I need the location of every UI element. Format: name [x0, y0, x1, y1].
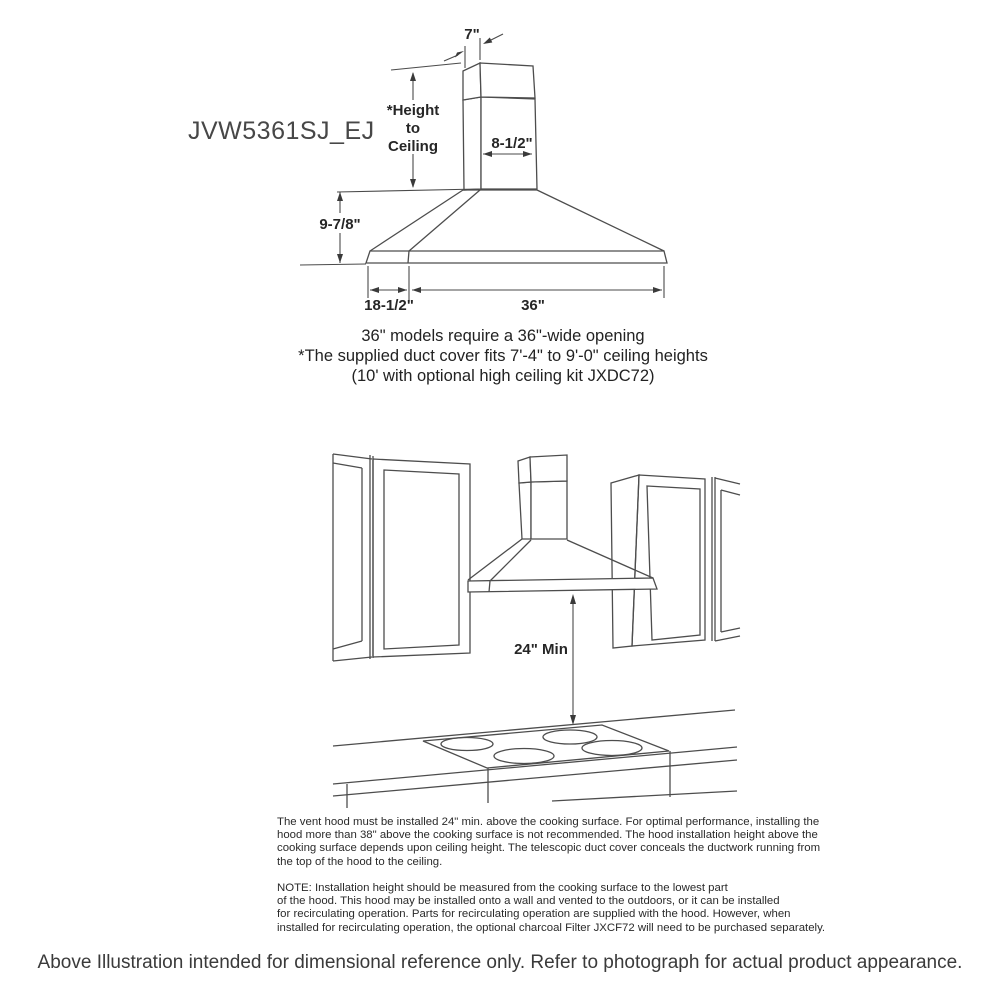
installation-diagram — [333, 454, 740, 808]
recirculating-note-paragraph — [277, 882, 847, 935]
min-height-dimension — [514, 594, 576, 725]
paragraph2-line-2: of the hood. This hood may be installed onto a wall and vented to the outdoors, or it can be installed — [277, 895, 780, 908]
duct-depth-label: 7" — [464, 26, 480, 43]
paragraph1-line-4: the top of the hood to the ceiling. — [277, 855, 443, 868]
right-partial-cabinet — [712, 477, 740, 641]
left-wall-cabinet — [373, 459, 470, 657]
paragraph1-line-1: The vent hood must be installed 24" min. above the cooking surface. For optimal performance, installing the — [277, 816, 820, 828]
installed-hood-rim — [468, 578, 657, 592]
height-to-ceiling-label-line3: Ceiling — [387, 138, 439, 155]
hood-rim — [366, 251, 667, 263]
hood-width-label: 36" — [521, 297, 545, 314]
hood-canopy-drawing — [366, 190, 667, 263]
height-to-ceiling-label-line1: *Height — [386, 102, 440, 119]
paragraph2-line-4: installed for recirculating operation, the optional charcoal Filter JXCF72 will need to be purchased separately. — [277, 921, 826, 934]
duct-cover-width-label: 8-1/2" — [491, 135, 533, 152]
diagram1-caption — [3, 326, 1000, 386]
paragraph2-line-3: for recirculating operation. Parts for recirculating operation are supplied with the hood. However, when — [277, 908, 791, 921]
duct-depth-dimension — [444, 26, 503, 68]
right-wall-cabinet — [611, 475, 705, 648]
installation-note-paragraph — [277, 816, 847, 869]
caption-line-1: 36" models require a 36"-wide opening — [361, 327, 645, 345]
paragraph1-line-3: cooking surface depends upon ceiling height. The telescopic duct cover conceals the ductwork running from — [277, 842, 821, 855]
cooktop-counter-drawing — [333, 710, 737, 808]
model-number: JVW5361SJ_EJ — [188, 117, 375, 145]
hood-height-label: 9-7/8" — [319, 216, 361, 233]
height-to-ceiling-dimension — [383, 63, 461, 188]
left-partial-cabinet — [333, 454, 373, 661]
duct-cover-width-dimension — [483, 135, 533, 157]
height-to-ceiling-label-line2: to — [405, 120, 421, 137]
caption-line-2: *The supplied duct cover fits 7'-4" to 9'-0" ceiling heights — [298, 347, 708, 365]
installed-hood-drawing — [468, 455, 657, 592]
min-height-label: 24" Min — [514, 641, 568, 658]
hood-depth-label: 18-1/2" — [364, 297, 414, 314]
duct-cover-drawing — [463, 63, 537, 190]
disclaimer-footer: Above Illustration intended for dimensional reference only. Refer to photograph for actual product appearance. — [37, 952, 963, 973]
paragraph2-line-1: NOTE: Installation height should be measured from the cooking surface to the lowest part — [277, 882, 728, 894]
hood-dimension-diagram — [188, 26, 667, 314]
hood-width-depth-dimensions — [364, 266, 664, 314]
paragraph1-line-2: hood more than 38" above the cooking surface is not recommended. The hood installation height above the — [277, 829, 818, 842]
caption-line-3: (10' with optional high ceiling kit JXDC72) — [351, 367, 655, 385]
